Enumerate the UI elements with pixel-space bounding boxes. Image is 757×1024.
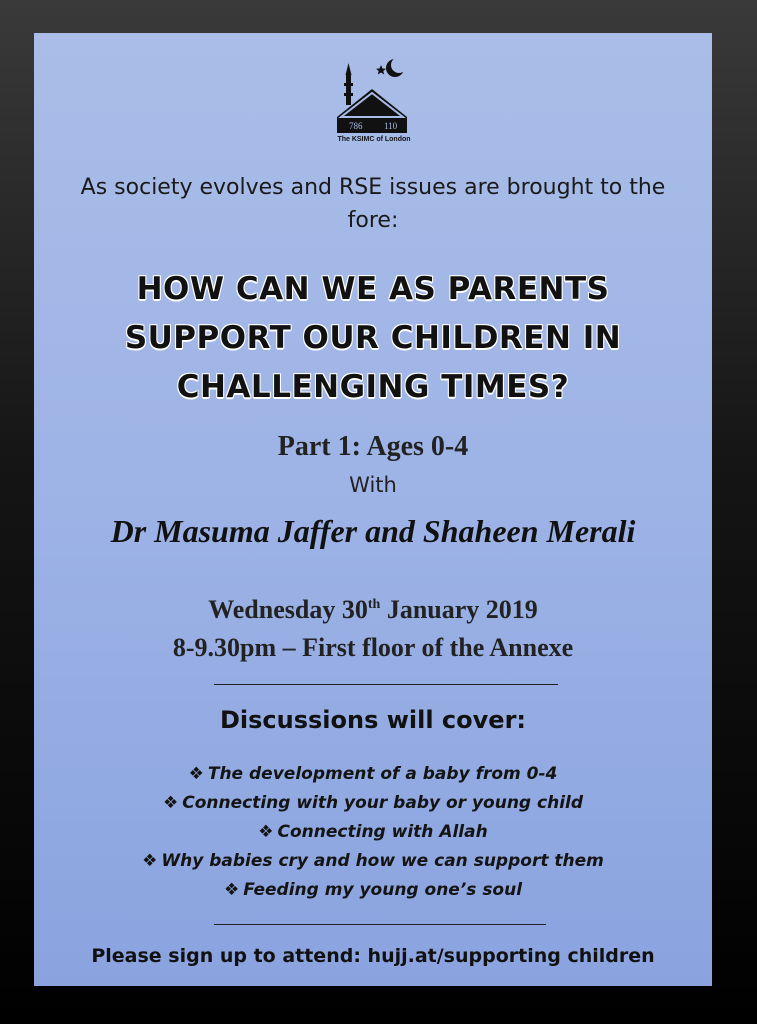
diamond-bullet-icon: ❖ bbox=[162, 793, 179, 813]
diamond-bullet-icon: ❖ bbox=[223, 880, 240, 900]
list-item: ❖ Connecting with Allah bbox=[258, 822, 488, 842]
date-suffix: th bbox=[367, 597, 381, 612]
event-date bbox=[34, 586, 712, 629]
date-rest: January 2019 bbox=[380, 595, 538, 624]
divider bbox=[214, 924, 546, 925]
event-poster bbox=[34, 33, 712, 986]
list-item: ❖ The development of a baby from 0-4 bbox=[188, 764, 558, 784]
speakers: Dr Masuma Jaffer and Shaheen Merali bbox=[110, 513, 636, 549]
event-details bbox=[34, 586, 712, 667]
logo-caption: The KSIMC of London bbox=[337, 136, 411, 143]
list-item: ❖ Feeding my young one’s soul bbox=[223, 880, 523, 900]
list-item: ❖ Why babies cry and how we can support them bbox=[142, 851, 604, 871]
event-time-place: 8-9.30pm – First floor of the Annexe bbox=[172, 633, 574, 662]
headline-line: CHALLENGING TIMES? bbox=[176, 369, 570, 405]
intro-text: As society evolves and RSE issues are brought to the fore: bbox=[80, 175, 666, 233]
part-title: Part 1: Ages 0-4 bbox=[277, 431, 469, 462]
date-prefix: Wednesday 30 bbox=[208, 595, 368, 624]
topics-list bbox=[34, 760, 712, 905]
diamond-bullet-icon: ❖ bbox=[142, 851, 158, 871]
headline-line: SUPPORT OUR CHILDREN IN bbox=[124, 320, 622, 356]
diamond-bullet-icon: ❖ bbox=[258, 822, 274, 842]
emblem-left-text: 786 bbox=[349, 121, 363, 131]
headline-line: HOW CAN WE AS PARENTS bbox=[136, 271, 610, 307]
discussions-title: Discussions will cover: bbox=[219, 706, 527, 734]
headline bbox=[54, 265, 692, 412]
divider bbox=[214, 684, 558, 685]
diamond-bullet-icon: ❖ bbox=[188, 764, 204, 784]
list-item: ❖ Connecting with your baby or young child bbox=[162, 793, 584, 813]
with-label: With bbox=[349, 473, 397, 497]
signup-text: Please sign up to attend: hujj.at/supporting children bbox=[91, 945, 655, 967]
emblem-right-text: 110 bbox=[384, 121, 398, 131]
